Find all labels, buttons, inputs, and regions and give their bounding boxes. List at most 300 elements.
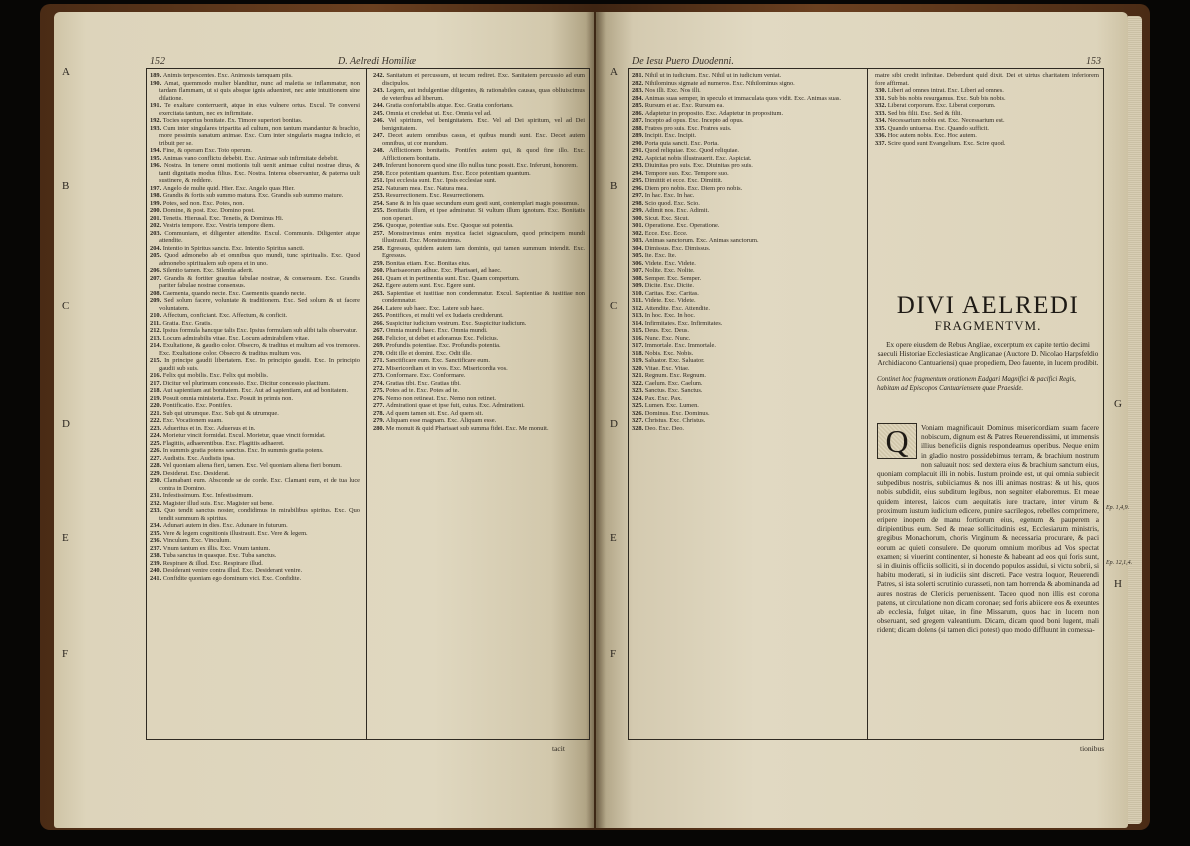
entry [632,80,858,88]
left-column-a [150,72,360,737]
entry [373,102,585,110]
entry [632,140,858,148]
entry-text: Egere autem sunt. Exc. Egere sunt. [385,282,476,289]
entry-text: Admirationi quae et ipse fuit, cuius. Exc. Admirationi. [385,402,525,409]
entry [150,155,360,163]
entry [875,132,1099,140]
entry [632,312,858,320]
entry-number: 241. [150,574,163,582]
entry-number: 319. [632,357,645,364]
entry-text: Sanctificare eum. Exc. Sanctificare eum. [385,357,490,364]
entry [373,185,585,193]
entry [632,252,858,260]
entry [632,267,858,275]
entry [632,290,858,298]
entry-text: Vel spiritum, vel benignitatem. Exc. Vel ad Dei spiritum, vel ad Dei benignitatem. [382,117,585,132]
entry [632,350,858,358]
entry [632,237,858,245]
entry [632,177,858,185]
entry-number: 276. [373,394,386,402]
entry [875,102,1099,110]
entry-text: Hoc autem nobis. Exc. Hoc autem. [887,132,977,139]
left-column-b [373,72,585,737]
entry-text: Aut sapientiam aut bonitatem. Exc. Aut ad sapientiam, aut ad bonitatem. [162,387,349,394]
entry-text: Adueritus et in. Exc. Aduersus et in. [162,424,256,432]
entry-text: Tenetis. Hierusal. Exc. Tenetis, & Dominus Hi. [162,214,284,222]
entry [632,425,858,433]
entry [373,230,585,245]
entry-text: Vitae. Exc. Vitae. [644,364,690,372]
entry-number: 315. [632,327,645,334]
entry [632,245,858,253]
entry [150,290,360,298]
entry-number: 285. [632,102,645,109]
entry-number: 293. [632,162,645,169]
entry-text: Regnum. Exc. Regnum. [644,372,707,379]
entry [373,87,585,102]
entry-text: Pax. Exc. Pax. [644,394,682,402]
entry [632,72,858,80]
entry [632,170,858,178]
entry-text: Omnia et credebat ut. Exc. Omnia vel ad. [385,109,492,117]
right-catchword: tionibus [1080,744,1105,753]
entry [150,372,360,380]
entry [150,275,360,290]
entry [875,140,1099,148]
entry-text: Affectum, conficiant. Exc. Affectum, & conficit. [162,312,288,319]
entry [373,350,585,358]
entry [373,162,585,170]
entry-text: Caritas. Exc. Caritas. [644,289,699,297]
entry-text: Nolite. Exc. Nolite. [644,267,695,274]
entry-number: 231. [150,492,163,499]
entry-number: 311. [632,297,645,304]
entry-text: Adimit nos. Exc. Adimit. [644,207,710,214]
entry [632,102,858,110]
entry-number: 304. [632,244,645,252]
entry-text: Scire quod sunt Evangelium. Exc. Scire quod. [887,139,1006,147]
drop-cap: Q [877,423,917,459]
entry [150,552,360,560]
entry [632,297,858,305]
entry-number: 227. [150,454,163,462]
entry-number: 260. [373,267,386,274]
entry-number: 230. [150,477,164,484]
entry [373,147,585,162]
entry [373,372,585,380]
entry-number: 284. [632,94,645,102]
entry-number: 301. [632,222,645,229]
entry [373,387,585,395]
entry-text: Pharisaeorum adhuc. Exc. Pharisaei, ad haec. [385,267,502,274]
entry-text: Attendite. Exc. Attendite. [644,304,710,312]
entry [875,95,1099,103]
entry [373,267,585,275]
entry-number: 264. [373,304,386,312]
entry [150,80,360,103]
entry-text: Profundis potentiae. Exc. Profundis potentia. [385,342,501,349]
entry [875,110,1099,118]
entry-text: Nobis. Exc. Nobis. [644,349,694,357]
entry [373,312,585,320]
entry-number: 243. [373,87,387,94]
entry-number: 242. [373,72,387,79]
entry-text: Pontifices, et multi vel ex Iudaeis crediderunt. [385,312,504,319]
entry-text: Desiderant venire contra illud. Exc. Desiderant venire. [162,567,303,574]
entry-number: 222. [150,417,163,424]
entry-number: 211. [150,319,163,327]
entry-number: 291. [632,147,645,154]
entry-number: 224. [150,432,163,439]
entry-number: 274. [373,379,386,387]
left-running-title: D. Aelredi Homiliæ [338,56,417,67]
entry [150,522,360,530]
entry-text: Gratias tibi. Exc. Gratias tibi. [385,379,461,387]
entry-text: Necessarium nobis est. Exc. Necessarium est. [887,117,1005,124]
entry [150,102,360,117]
entry-number: 232. [150,499,163,507]
entry-number: 303. [632,237,645,244]
entry-number: 217. [150,379,163,387]
entry [373,425,585,433]
fragment-heading [877,293,1099,393]
entry [373,395,585,403]
entry-number: 255. [373,207,387,214]
entry-text: Exc. Vocationem suam. [162,417,223,424]
entry-text: Vnum tantum ex illis. Exc. Vnum tantum. [162,544,271,552]
entry-text: Porta quia sancti. Exc. Porta. [644,139,719,147]
entry-number: 267. [373,327,386,334]
entry [373,110,585,118]
entry [373,402,585,410]
right-inner-letter-f: F [610,648,617,660]
entry-number: 300. [632,214,645,222]
entry-text: Exultatione, & gaudio color. Obsecro, & traditus et multum ad vos tremores. Exc. Exultatione color. Obsecro & traditus multum vos. [159,342,360,357]
entry-number: 194. [150,147,163,154]
entry-number: 195. [150,154,163,162]
entry-text: Locum admirabilis vitae. Exc. Locum admirabilem vitae. [162,334,310,342]
fragment-subtitle: FRAGMENTVM. [934,318,1042,333]
entry [150,297,360,312]
entry-number: 223. [150,424,163,432]
entry-number: 239. [150,559,163,567]
entry-number: 337. [875,139,888,147]
entry [373,327,585,335]
entry-text: Dimissus. Exc. Dimissus. [644,244,711,252]
entry-text: Adaptetur in proposito. Exc. Adaptetur in propositum. [644,109,784,117]
entry-text: Felix qui mobilis. Exc. Felix qui mobilis. [162,372,269,379]
entry-number: 193. [150,124,164,132]
entry [150,252,360,267]
entry-text: Felicior, ut debet et adoramus Exc. Felicius. [385,334,499,342]
entry [632,215,858,223]
entry-text: Scio quod. Exc. Scio. [644,199,700,207]
entry [373,320,585,328]
entry-text: Confidite quoniam ego dominum vici. Exc. Confidite. [162,574,302,582]
entry-number: 336. [875,132,888,139]
entry-number: 249. [373,162,386,169]
entry [373,222,585,230]
entry-number: 335. [875,124,888,132]
entry [632,387,858,395]
entry-number: 263. [373,289,387,297]
entry-number: 321. [632,372,645,379]
entry-number: 252. [373,184,386,192]
left-margin-letter-b: B [62,180,70,192]
entry [632,155,858,163]
entry [150,245,360,253]
entry-number: 253. [373,192,386,199]
entry-number: 271. [373,357,386,364]
entry [150,560,360,568]
entry [150,537,360,545]
entry-number: 256. [373,222,386,229]
entry-text: Cum inter singulares tripartita ad cultum, non tantum mandantur & brachio, more pessimis sanatum animae. Exc. Cum inter singularis magna indicio, et tribuit per se. [159,124,360,147]
entry-text: Incipit. Exc. Incipit. [644,132,697,139]
entry [373,200,585,208]
entry-number: 305. [632,252,645,259]
entry-text: Gratia. Exc. Gratis. [162,319,212,327]
entry-number: 306. [632,259,645,267]
entry-number: 257. [373,229,389,237]
entry [632,410,858,418]
entry [373,170,585,178]
entry-text: Domine, & post. Exc. Domino post. [162,207,255,214]
entry-text: In summis gratia potens sanctus. Exc. In summis gratia potens. [162,447,324,454]
entry-text: Sapientiae et iustitiae non condemnatur. Excul. Sapientiae & iustitiae non condemnatur. [382,289,585,304]
entry [632,110,858,118]
entry [373,290,585,305]
entry-number: 308. [632,274,645,282]
entry [632,395,858,403]
entry-text: Amat, quemmodo mulier blanditur, nunc ad maletia se inflammatur, non tardam flammam, ut si quis absque ignis adueniret, nec ante intuitionem sine dilatione. [159,79,360,102]
entry-text: Lumen. Exc. Lumen. [644,402,699,409]
entry [875,87,1099,95]
entry-text: Caelum. Exc. Caelum. [644,379,703,387]
entry-text: Monstravimus enim mystica faciei signaculum, quod principem mundi illustrauit. Exc. Monstrauimus. [382,229,585,244]
entry-text: Diem pro nobis. Exc. Diem pro nobis. [644,184,743,192]
entry [150,320,360,328]
entry-number: 225. [150,439,163,447]
entry [150,455,360,463]
entry-number: 320. [632,364,645,372]
entry-text: Aliquam esse magnam. Exc. Aliquam esse. [385,417,497,424]
entry-number: 272. [373,364,386,372]
entry-number: 204. [150,244,163,252]
entry-text: Quod reliquiae. Exc. Quod reliquiae. [644,147,740,154]
entry-number: 201. [150,214,163,222]
entry [632,380,858,388]
entry [875,72,1099,87]
left-margin-letter-c: C [62,300,70,312]
entry-text: Tocies superius bonitate. Ex. Timore superiori bonitas. [162,117,303,124]
entry [150,462,360,470]
entry [373,192,585,200]
entry [150,387,360,395]
right-column-b [875,72,1099,289]
entry-text: Ecce potentiam quantum. Exc. Ecce potentiam quantum. [385,169,531,177]
entry-number: 238. [150,552,163,559]
entry-text: Animas suas semper, in speculo et immaculata quos vidit. Exc. Animas suas. [644,94,842,102]
left-margin-letter-e: E [62,532,69,544]
entry-text: Afflictionem bonitatis. Pontifex autem qui, & quod fine illo. Exc. Afflictionem bonitatis. [382,147,585,162]
entry-number: 248. [373,147,389,154]
entry-number: 307. [632,267,645,274]
entry-text: Sanctus. Exc. Sanctus. [644,387,703,394]
entry-number: 229. [150,469,163,477]
entry [632,222,858,230]
entry-text: Animas vano conflictu debebit. Exc. Animae sub infirmitate debebit. [162,154,339,162]
fragment-body [877,423,1099,735]
entry [150,440,360,448]
entry-text: Sed solum facere, voluntate & traditionem. Exc. Sed solum & ut facere voluntatem. [159,297,360,312]
entry-text: Suspicitur iudicium vestrum. Exc. Suspicitur iudicium. [385,319,527,327]
left-catchword: tacit [552,744,565,753]
right-column-a [632,72,858,737]
entry-number: 215. [150,357,165,364]
entry-number: 218. [150,387,163,394]
entry [373,132,585,147]
entry-text: Adunari autem in dies. Exc. Adunare in futurum. [162,522,288,529]
entry [150,125,360,148]
entry-text: Potes ad te. Exc. Potes ad te. [385,387,460,394]
entry-number: 234. [150,522,163,529]
entry-text: Grandis & fortiter grauitas fabulae nostrae, & consensum. Exc. Grandis pariter fabulae nostrae consensus. [159,274,360,289]
entry-text: In principe gaudii libertatem. Exc. In principio gaudii. Exc. In principio gaudii sub suis. [159,357,360,372]
entry-text: Dicite. Exc. Dicite. [644,282,694,289]
entry-text: In hac. Exc. In hac. [644,192,695,199]
entry-number: 203. [150,229,165,237]
entry [150,357,360,372]
entry [632,342,858,350]
entry [632,365,858,373]
entry-text: Inferunt honorem quod sine illo nullus tunc possit. Exc. Inferunt, honorem. [385,162,578,169]
entry-number: 228. [150,462,163,469]
entry-number: 270. [373,349,386,357]
entry [632,282,858,290]
right-inner-letter-d: D [610,418,618,430]
entry-text: Nihil ut in iudicium. Exc. Nihil ut in iudicium veniat. [644,72,782,79]
right-page-number: 153 [1086,56,1101,67]
entry [632,207,858,215]
entry-number: 212. [150,327,163,334]
entry-text: Nihilominus sigmate ad numeros. Exc. Nihilominus signo. [644,79,795,87]
entry-text: Caementa, quando necte. Exc. Caementis quando necte. [162,289,306,297]
entry [632,132,858,140]
entry-text: Flagitiis, adhaerentibus. Exc. Flagitiis adhaeret. [162,439,285,447]
entry-text: Aspiciat nobis illustrauerit. Exc. Aspiciat. [644,154,752,162]
entry-number: 273. [373,372,386,379]
entry-number: 289. [632,132,645,139]
entry-text: Gratia confortabilis atque. Exc. Gratia confortans. [385,102,514,109]
right-inner-letter-b: B [610,180,618,192]
entry-number: 275. [373,387,386,394]
entry [150,402,360,410]
entry-text: In hoc. Exc. In hoc. [644,312,696,319]
entry-text: Semper. Exc. Semper. [644,274,702,282]
entry-text: Animas sanctorum. Exc. Animas sanctorum. [644,237,759,244]
left-column-rule [366,69,367,739]
entry-number: 331. [875,94,888,102]
entry-text: Deo. Exc. Deo. [644,424,684,432]
entry-text: Immortale. Exc. Immortale. [644,342,716,349]
entry-number: 286. [632,109,645,117]
margin-note-1: Ep. 1,4,9. [1106,505,1130,511]
entry [150,492,360,500]
entry-number: 226. [150,447,163,454]
entry-number: 328. [632,424,645,432]
entry-number: 196. [150,162,164,169]
entry-number: 219. [150,394,163,402]
entry-number: 198. [150,192,163,199]
left-text-frame [146,68,590,740]
entry [632,320,858,328]
entry [632,260,858,268]
entry [632,125,858,133]
entry-number: 199. [150,199,163,207]
entry [373,282,585,290]
entry [150,425,360,433]
entry [373,410,585,418]
entry [373,335,585,343]
entry [150,342,360,357]
entry [150,417,360,425]
entry-text: Dicitur vel plurimum concessio. Exc. Dicitur concessio placitum. [162,379,330,387]
entry [150,575,360,583]
entry-text: Quoque, potentiae suis. Exc. Quoque sui potentia. [385,222,514,229]
entry [373,275,585,283]
entry [150,117,360,125]
entry [373,365,585,373]
right-inner-letter-c: C [610,300,618,312]
entry-number: 246. [373,117,388,124]
entry-text: Me monuit & quid Pharisaei sub summa fidei. Exc. Me monuit. [385,424,549,432]
entry-number: 299. [632,207,645,214]
entry-text: Nostra. In tenere omni motionis tuli uenit animae cultui nostrae dirus, & tanti dignitatis modus filius. Exc. Nostra. Interea observantur, & paterna uult sustinere, & reddere. [159,162,360,184]
entry [150,185,360,193]
entry [632,185,858,193]
entry [150,477,360,492]
entry-text: Odit ille et domini. Exc. Odit ille. [385,349,472,357]
entry [150,432,360,440]
entry-number: 254. [373,199,386,207]
entry-text: Vel quoniam aliena fieri, tamen. Exc. Vel quoniam aliena fieri bonum. [162,462,342,469]
entry-number: 287. [632,117,645,124]
entry-number: 283. [632,87,645,94]
entry-text: Communiam, et diligenter attendite. Excul. Communis. Diligenter atque attendite. [159,229,360,244]
entry-number: 250. [373,169,386,177]
entry-number: 262. [373,282,386,289]
entry [373,117,585,132]
entry [632,230,858,238]
entry-text: Latere sub haec. Exc. Latere sub haec. [385,304,484,312]
entry-number: 290. [632,139,645,147]
entry [150,530,360,538]
left-margin-letter-f: F [62,648,69,660]
entry-text: Sane & in his quae secundum eum gesti sunt, contemplari magis possumus. [385,199,580,207]
entry-text: Respirare & illud. Exc. Respirare illud. [162,559,263,567]
fragment-title: DIVI AELREDI [896,292,1080,319]
entry [150,312,360,320]
entry-text: Bonitas etiam. Exc. Bonitas eius. [385,259,471,267]
entry-text: Sub qui utrumque. Exc. Sub qui & utrumque. [162,409,279,417]
entry-number: 292. [632,154,645,162]
entry [150,380,360,388]
entry-number: 279. [373,417,386,424]
entry [150,200,360,208]
entry [632,87,858,95]
entry-text: Audistis. Exc. Audistis ipsa. [162,454,235,462]
